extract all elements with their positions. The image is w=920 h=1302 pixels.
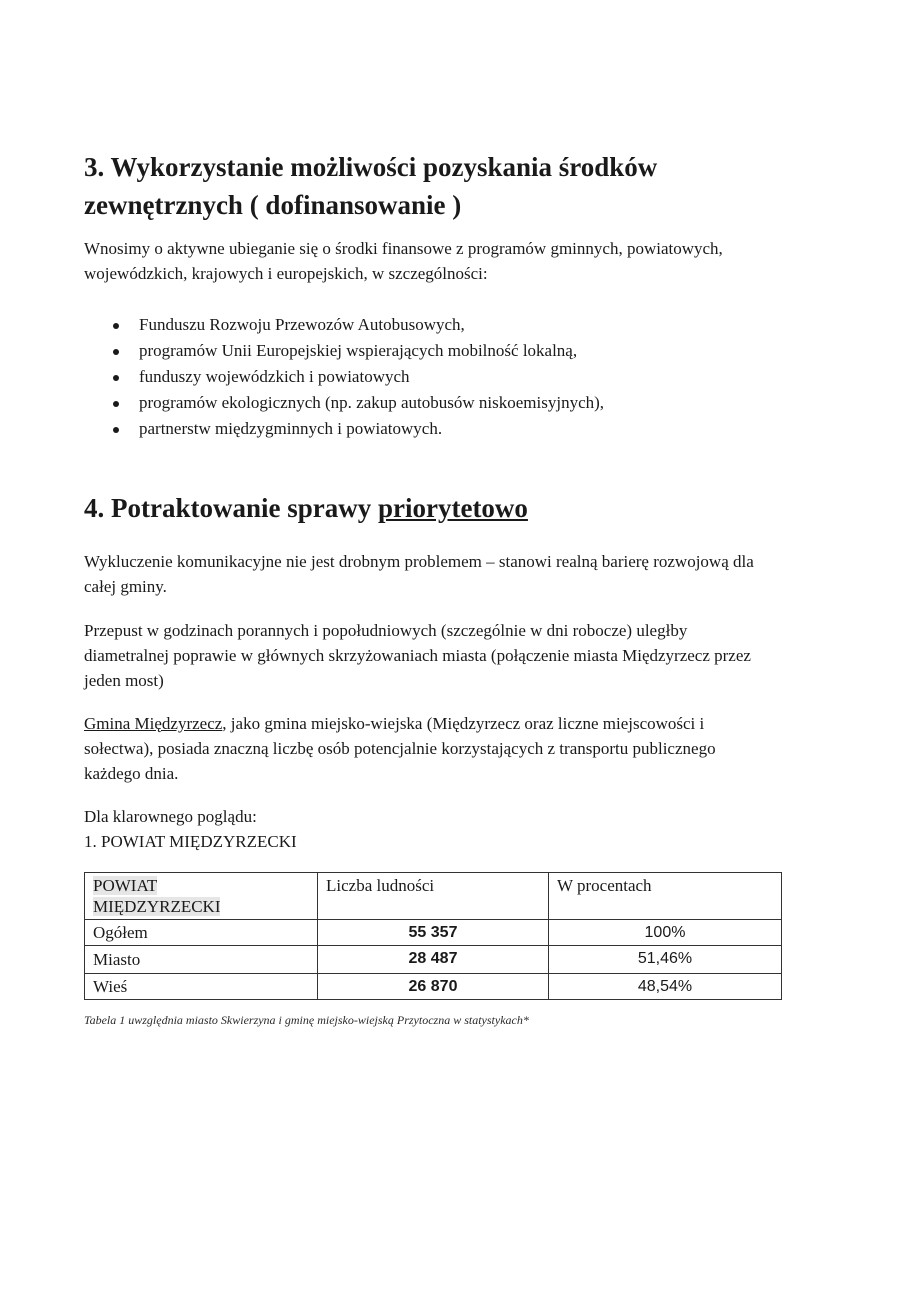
table-header-cell: W procentach <box>549 873 782 920</box>
bullet-icon <box>113 375 119 381</box>
p1-line2: całej gminy. <box>84 577 167 596</box>
section-3-intro-line2: wojewódzkich, krajowych i europejskich, w szczególności: <box>84 264 488 283</box>
p2-line2: diametralnej poprawie w głównych skrzyżowaniach miasta (połączenie miasta Międzyrzecz przez <box>84 646 751 665</box>
section-3-heading-line1: 3. Wykorzystanie możliwości pozyskania środków <box>84 152 658 182</box>
list-item <box>84 390 604 416</box>
list-item <box>84 312 604 338</box>
list-item-text: funduszy wojewódzkich i powiatowych <box>139 367 410 386</box>
p1-line1: Wykluczenie komunikacyjne nie jest drobnym problemem – stanowi realną barierę rozwojową dla <box>84 552 754 571</box>
row-percent: 100% <box>549 920 782 946</box>
bullet-icon <box>113 427 119 433</box>
header-col1-line2: MIĘDZYRZECKI <box>93 897 221 916</box>
funding-sources-list <box>84 312 604 442</box>
p2-line3: jeden most) <box>84 671 164 690</box>
p3-line2: sołectwa), posiada znaczną liczbę osób potencjalnie korzystających z transportu publicznego <box>84 739 716 758</box>
row-population: 28 487 <box>318 946 549 974</box>
section-3-heading <box>84 148 804 224</box>
row-population: 26 870 <box>318 974 549 1000</box>
list-item <box>84 416 604 442</box>
table-row <box>85 946 782 974</box>
bullet-icon <box>113 401 119 407</box>
table-header-row <box>85 873 782 920</box>
row-label: Wieś <box>85 974 318 1000</box>
p3-line1-rest: , jako gmina miejsko-wiejska (Międzyrzecz oraz liczne miejscowości i <box>222 714 705 733</box>
table-caption: Tabela 1 uwzględnia miasto Skwierzyna i gminę miejsko-wiejską Przytoczna w statystykach* <box>84 1013 529 1027</box>
table-header-cell <box>85 873 318 920</box>
row-label: Miasto <box>85 946 318 974</box>
table-header-cell: Liczba ludności <box>318 873 549 920</box>
bullet-icon <box>113 349 119 355</box>
p2-line1: Przepust w godzinach porannych i popołudniowych (szczególnie w dni robocze) uległby <box>84 621 688 640</box>
section-4-paragraph-2 <box>84 618 824 693</box>
list-item <box>84 364 604 390</box>
section-3-intro <box>84 236 824 286</box>
section-4-heading-underlined: priorytetowo <box>377 493 528 523</box>
p3-line3: każdego dnia. <box>84 764 179 783</box>
section-4-heading <box>84 490 528 526</box>
list-item-text: programów ekologicznych (np. zakup autobusów niskoemisyjnych), <box>139 393 605 412</box>
row-label: Ogółem <box>85 920 318 946</box>
table-row <box>85 974 782 1000</box>
header-col1-line1: POWIAT <box>93 876 158 895</box>
gmina-link-text: Gmina Międzyrzecz <box>84 714 223 733</box>
list-item-text: partnerstw międzygminnych i powiatowych. <box>139 419 443 438</box>
section-4-paragraph-1 <box>84 549 824 599</box>
section-3-intro-line1: Wnosimy o aktywne ubieganie się o środki finansowe z programów gminnych, powiatowych, <box>84 239 723 258</box>
table-row <box>85 920 782 946</box>
list-item-text: Funduszu Rozwoju Przewozów Autobusowych, <box>139 315 465 334</box>
row-percent: 48,54% <box>549 974 782 1000</box>
list-item <box>84 338 604 364</box>
section-4-heading-prefix: 4. Potraktowanie sprawy <box>84 493 378 523</box>
bullet-icon <box>113 323 119 329</box>
population-table <box>84 872 782 1000</box>
row-population: 55 357 <box>318 920 549 946</box>
numbered-list-item: 1. POWIAT MIĘDZYRZECKI <box>84 832 297 851</box>
view-label: Dla klarownego poglądu: <box>84 807 257 826</box>
row-percent: 51,46% <box>549 946 782 974</box>
list-item-text: programów Unii Europejskiej wspierających mobilność lokalną, <box>139 341 578 360</box>
section-3-heading-line2: zewnętrznych ( dofinansowanie ) <box>84 190 462 220</box>
section-4-paragraph-4 <box>84 804 824 854</box>
section-4-paragraph-3 <box>84 711 824 786</box>
